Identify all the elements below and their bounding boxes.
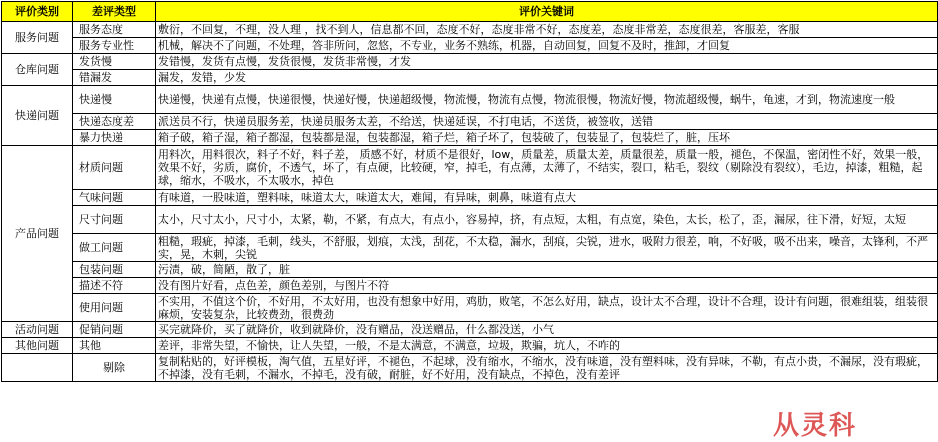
table-row [2,130,938,146]
keywords-cell: 复制粘贴的，好评模板，淘气值，五星好评，不褪色，不起球，没有缩水，不缩水，没有味道，没有塑料味，没有异味，不勒，有点小贵，不漏尿，没有瑕疵，不掉漆，没有毛刺，不漏水，不掉毛，没有破，耐脏，好不好用，没有缺点，不掉色，没有差评 [156,354,938,382]
type-cell: 剔除 [73,354,156,382]
type-cell: 快递态度差 [73,114,156,130]
category-delivery: 快递问题 [2,86,73,146]
keywords-cell: 粗糙，瑕疵，掉漆，毛刺，线头，不舒服，划痕，太浅，刮花，不太稳，漏水，刮痕，尖锐，进水，吸附力很差，响，不好吸，吸不出来，噪音，太锋利，不严实，晃，木刺，尖锐 [156,234,938,262]
category-warehouse: 仓库问题 [2,54,73,86]
type-cell: 服务态度 [73,22,156,38]
type-cell: 材质问题 [73,146,156,190]
type-cell: 促销问题 [73,322,156,338]
keywords-cell: 太小，尺寸太小，尺寸小，太紧，勒，不紧，有点大，有点小，容易掉，挤，有点短，太粗，有点宽，染色，太长，松了，歪，漏尿，往下滑，好短，太短 [156,206,938,234]
complaint-keyword-table [1,1,938,382]
header-keywords: 评价关键词 [156,2,938,22]
type-cell: 其他 [73,338,156,354]
category-other: 其他问题 [2,338,73,354]
keywords-cell: 发错慢，发货有点慢，发货很慢，发货非常慢，才发 [156,54,938,70]
type-cell: 发货慢 [73,54,156,70]
type-cell: 使用问题 [73,294,156,322]
table-row [2,294,938,322]
keywords-cell: 派送员不行，快递员服务差，快递员服务太差，不给送，快递延误，不打电话，不送货，被签收，送错 [156,114,938,130]
type-cell: 描述不符 [73,278,156,294]
header-type: 差评类型 [73,2,156,22]
type-cell: 错漏发 [73,70,156,86]
category-empty [2,354,73,382]
keywords-cell: 污渍，破，简陋，散了，脏 [156,262,938,278]
type-cell: 服务专业性 [73,38,156,54]
table-row [2,22,938,38]
table-row [2,234,938,262]
table-row [2,38,938,54]
watermark-text: 从灵科 [773,411,858,441]
watermark-logo [773,405,893,441]
header-category: 评价类别 [2,2,73,22]
type-cell: 暴力快递 [73,130,156,146]
table-row [2,70,938,86]
keywords-cell: 买完就降价，买了就降价，收到就降价，没有赠品，没送赠品，什么都没送，小气 [156,322,938,338]
table-row [2,354,938,382]
type-cell: 包装问题 [73,262,156,278]
table-row [2,114,938,130]
table-row [2,322,938,338]
table-row [2,206,938,234]
keywords-cell: 箱子破，箱子湿，箱子都湿，包装都是湿，包装都湿，箱子烂，箱子坏了，包装破了，包装显了，包装烂了，脏，压坏 [156,130,938,146]
type-cell: 做工问题 [73,234,156,262]
table-row [2,146,938,190]
table-row [2,86,938,114]
keywords-cell: 有味道，一股味道，塑料味，味道太大，味道太大，难闻，有异味，刺鼻，味道有点大 [156,190,938,206]
type-cell: 气味问题 [73,190,156,206]
keywords-cell: 不实用，不值这个价，不好用，不太好用，也没有想象中好用，鸡肋，败笔，不怎么好用，缺点，设计太不合理，设计不合理，设计有问题，很难组装，组装很麻烦，安装复杂，比较费劲，很费劲 [156,294,938,322]
type-cell: 快递慢 [73,86,156,114]
category-product: 产品问题 [2,146,73,322]
table-row [2,338,938,354]
table-row [2,262,938,278]
keywords-cell: 敷衍，不回复，不理，没人理 ，找不到人，信息都不回，态度不好，态度非常不好，态度差，态度非常差，态度很差，客服差，客服 [156,22,938,38]
table-row [2,278,938,294]
keywords-cell: 机械，解决不了问题，不处理，答非所问，忽悠，不专业，业务不熟练，机器，自动回复，回复不及时，推卸，才回复 [156,38,938,54]
keywords-cell: 差评，非常失望，不愉快，让人失望，一般，不是太满意，不满意，垃圾，欺骗，坑人，不咋的 [156,338,938,354]
keywords-cell: 用料次，用料很次，料子不好，料子差， 质感不好，材质不是很好，low，质量差，质量太差，质量很差，质量一般，褪色，不保温，密闭性不好，效果一般，效果不好，劣质，腐价，不透气，坏了，有点硬，比较硬，窄，掉毛，有点薄，太薄了，不结实，裂口，粘毛，裂纹（剔除没有裂纹），毛边，掉漆，粗糙，起球，缩水，不吸水，不太吸水，掉色 [156,146,938,190]
type-cell: 尺寸问题 [73,206,156,234]
header-row [2,2,938,22]
category-promo: 活动问题 [2,322,73,338]
table-row [2,54,938,70]
keywords-cell: 漏发，发错，少发 [156,70,938,86]
keywords-cell: 快递慢，快递有点慢，快递很慢，快递好慢，快递超级慢，物流慢，物流有点慢，物流很慢，物流好慢，物流超级慢，蜗牛，龟速，才到，物流速度一般 [156,86,938,114]
keywords-cell: 没有图片好看，点色差，颜色差别，与图片不符 [156,278,938,294]
table-row [2,190,938,206]
category-service: 服务问题 [2,22,73,54]
